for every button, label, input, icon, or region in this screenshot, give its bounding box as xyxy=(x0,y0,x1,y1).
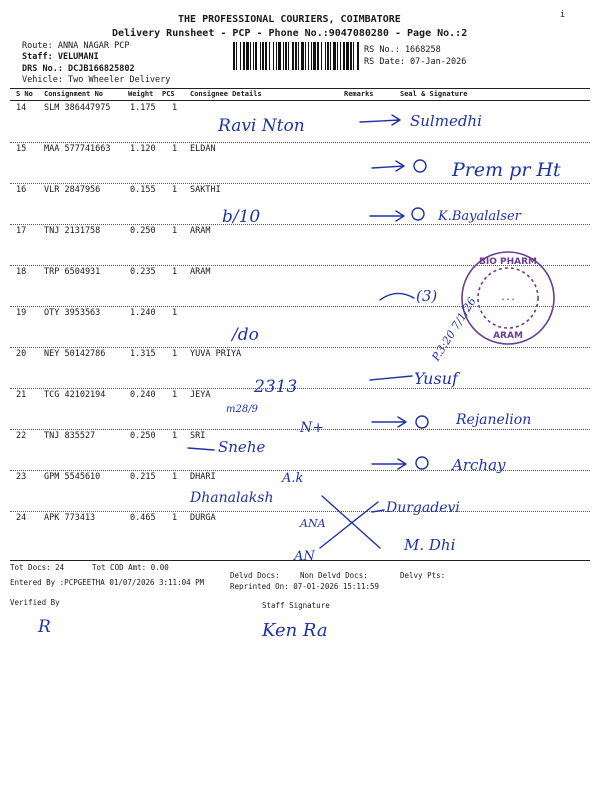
row-sno: 21 xyxy=(16,390,27,400)
row-pieces: 1 xyxy=(172,308,178,318)
handwritten-date-19: P.3:20 7/1/26 xyxy=(429,295,479,364)
handwritten-mark-22: A.k xyxy=(282,471,304,486)
row-weight: 0.235 xyxy=(130,267,156,277)
row-pieces: 1 xyxy=(172,226,178,236)
signature-23: Durgadevi xyxy=(386,500,460,516)
stroke-mark xyxy=(370,376,412,380)
handwritten-consignee-14: Ravi Nton xyxy=(218,116,305,136)
signature-22: Archay xyxy=(452,456,506,474)
row-pieces: 1 xyxy=(172,103,178,113)
row-sno: 22 xyxy=(16,431,27,441)
col-header-sno: S No xyxy=(16,90,33,98)
stroke-mark xyxy=(380,293,414,300)
row-weight: 0.155 xyxy=(130,185,156,195)
signature-20: Yusuf xyxy=(414,369,458,388)
signature-14: Sulmedhi xyxy=(410,112,482,130)
handwritten-consignee-22: Snehe xyxy=(218,438,266,456)
col-header-consignee: Consignee Details xyxy=(190,90,262,98)
row-consignment-number: SLM 386447975 xyxy=(44,103,111,113)
arrow-icon xyxy=(372,161,404,171)
entered-by: Entered By :PCPGEETHA 01/07/2026 3:11:04 PM xyxy=(10,578,205,587)
row-weight: 1.120 xyxy=(130,144,156,154)
row-weight: 0.250 xyxy=(130,226,156,236)
handwritten-mark-21: m28/9 xyxy=(226,404,258,415)
row-weight: 0.250 xyxy=(130,431,156,441)
signature-24: M. Dhi xyxy=(404,536,456,554)
handwritten-note-21: N+ xyxy=(300,420,324,436)
row-consignee: DHARI xyxy=(190,472,216,482)
verified-by-label: Verified By xyxy=(10,598,60,607)
row-weight: 1.240 xyxy=(130,308,156,318)
row-sno: 24 xyxy=(16,513,27,523)
document-title: THE PROFESSIONAL COURIERS, COIMBATORE xyxy=(178,14,401,25)
arrow-icon xyxy=(372,417,406,427)
row-sno: 23 xyxy=(16,472,27,482)
verified-signature: R xyxy=(38,617,51,637)
col-header-weight: Weight xyxy=(128,90,154,98)
handwritten-consignee-23: Dhanalaksh xyxy=(190,490,274,506)
row-pieces: 1 xyxy=(172,144,178,154)
row-consignment-number: NEY 50142786 xyxy=(44,349,106,359)
row-sno: 17 xyxy=(16,226,27,236)
handwritten-mark-16: b/10 xyxy=(222,207,261,227)
stroke-mark xyxy=(372,510,384,512)
arrow-icon xyxy=(370,211,404,221)
row-sno: 18 xyxy=(16,267,27,277)
row-weight: 0.465 xyxy=(130,513,156,523)
circle-mark-icon xyxy=(414,160,426,172)
staff-signature-label: Staff Signature xyxy=(262,601,330,610)
corner-mark: i xyxy=(560,10,566,20)
stamp-text-top: BIO PHARM xyxy=(479,257,537,267)
strike-through xyxy=(188,448,214,450)
col-header-consignment: Consignment No xyxy=(44,90,104,98)
reprinted-on: Reprinted On: 07-01-2026 15:11:59 xyxy=(230,582,380,591)
row-pieces: 1 xyxy=(172,431,178,441)
non-delivered-docs: Non Delvd Docs: xyxy=(300,571,368,580)
delivered-docs: Delvd Docs: xyxy=(230,571,280,580)
stamp-text-bottom: ARAM xyxy=(493,331,523,341)
delivery-points: Delvy Pts: xyxy=(400,571,446,580)
row-consignee: ARAM xyxy=(190,226,211,236)
signature-15: Prem pr Ht xyxy=(452,159,561,181)
drs-label: DRS No.: DCJB166825802 xyxy=(22,64,135,74)
arrow-icon xyxy=(360,115,400,125)
row-weight: 0.240 xyxy=(130,390,156,400)
row-consignment-number: MAA 577741663 xyxy=(44,144,111,154)
signature-21: Rejanelion xyxy=(456,412,532,428)
document-subtitle: Delivery Runsheet - PCP - Phone No.:9047080280 - Page No.:2 xyxy=(112,28,468,39)
row-sno: 15 xyxy=(16,144,27,154)
arrow-icon xyxy=(372,459,406,469)
row-consignment-number: TCG 42102194 xyxy=(44,390,106,400)
row-sno: 19 xyxy=(16,308,27,318)
circle-mark-icon xyxy=(412,208,424,220)
row-weight: 0.215 xyxy=(130,472,156,482)
row-consignee: SAKTHI xyxy=(190,185,221,195)
row-pieces: 1 xyxy=(172,267,178,277)
row-consignment-number: TRP 6504931 xyxy=(44,267,101,277)
col-header-remarks: Remarks xyxy=(344,90,374,98)
row-weight: 1.315 xyxy=(130,349,156,359)
circle-number-mark: (3) xyxy=(416,287,438,305)
row-consignee: ARAM xyxy=(190,267,211,277)
route-label: Route: ANNA NAGAR PCP xyxy=(22,41,130,51)
row-consignee: JEYA xyxy=(190,390,211,400)
circle-mark-icon xyxy=(416,457,428,469)
staff-label: Staff: VELUMANI xyxy=(22,52,99,62)
row-consignment-number: TNJ 2131758 xyxy=(44,226,101,236)
handwritten-mark-19: /do xyxy=(232,325,259,345)
row-consignment-number: TNJ 835527 xyxy=(44,431,96,441)
row-pieces: 1 xyxy=(172,185,178,195)
svg-text:· · ·: · · · xyxy=(501,296,515,304)
row-pieces: 1 xyxy=(172,472,178,482)
col-header-pcs: PCS xyxy=(162,90,175,98)
handwritten-mark-20: 2313 xyxy=(254,377,298,397)
vehicle-label: Vehicle: Two Wheeler Delivery xyxy=(22,75,171,85)
row-consignee: SRI xyxy=(190,431,206,441)
row-consignment-number: APK 773413 xyxy=(44,513,96,523)
row-sno: 16 xyxy=(16,185,27,195)
handwritten-mark-24b: AN xyxy=(294,549,315,564)
row-consignee: DURGA xyxy=(190,513,216,523)
row-consignee: YUVA PRIYA xyxy=(190,349,242,359)
total-docs: Tot Docs: 24 xyxy=(10,563,65,572)
total-cod-amount: Tot COD Amt: 0.00 xyxy=(92,563,169,572)
signature-16: K.Bayalalser xyxy=(438,209,521,224)
row-pieces: 1 xyxy=(172,349,178,359)
rs-date: RS Date: 07-Jan-2026 xyxy=(364,57,467,67)
row-consignment-number: OTY 3953563 xyxy=(44,308,101,318)
row-consignee: ELDAN xyxy=(190,144,216,154)
rs-number: RS No.: 1668258 xyxy=(364,45,441,55)
row-pieces: 1 xyxy=(172,513,178,523)
col-header-seal: Seal & Signature xyxy=(400,90,468,98)
row-sno: 14 xyxy=(16,103,27,113)
row-consignment-number: GPM 5545610 xyxy=(44,472,101,482)
row-pieces: 1 xyxy=(172,390,178,400)
staff-signature: Ken Ra xyxy=(262,620,328,641)
row-sno: 20 xyxy=(16,349,27,359)
cross-mark xyxy=(320,496,380,548)
row-consignment-number: VLR 2847956 xyxy=(44,185,101,195)
handwritten-mark-24a: ANA xyxy=(300,517,326,530)
circle-mark-icon xyxy=(416,416,428,428)
row-weight: 1.175 xyxy=(130,103,156,113)
